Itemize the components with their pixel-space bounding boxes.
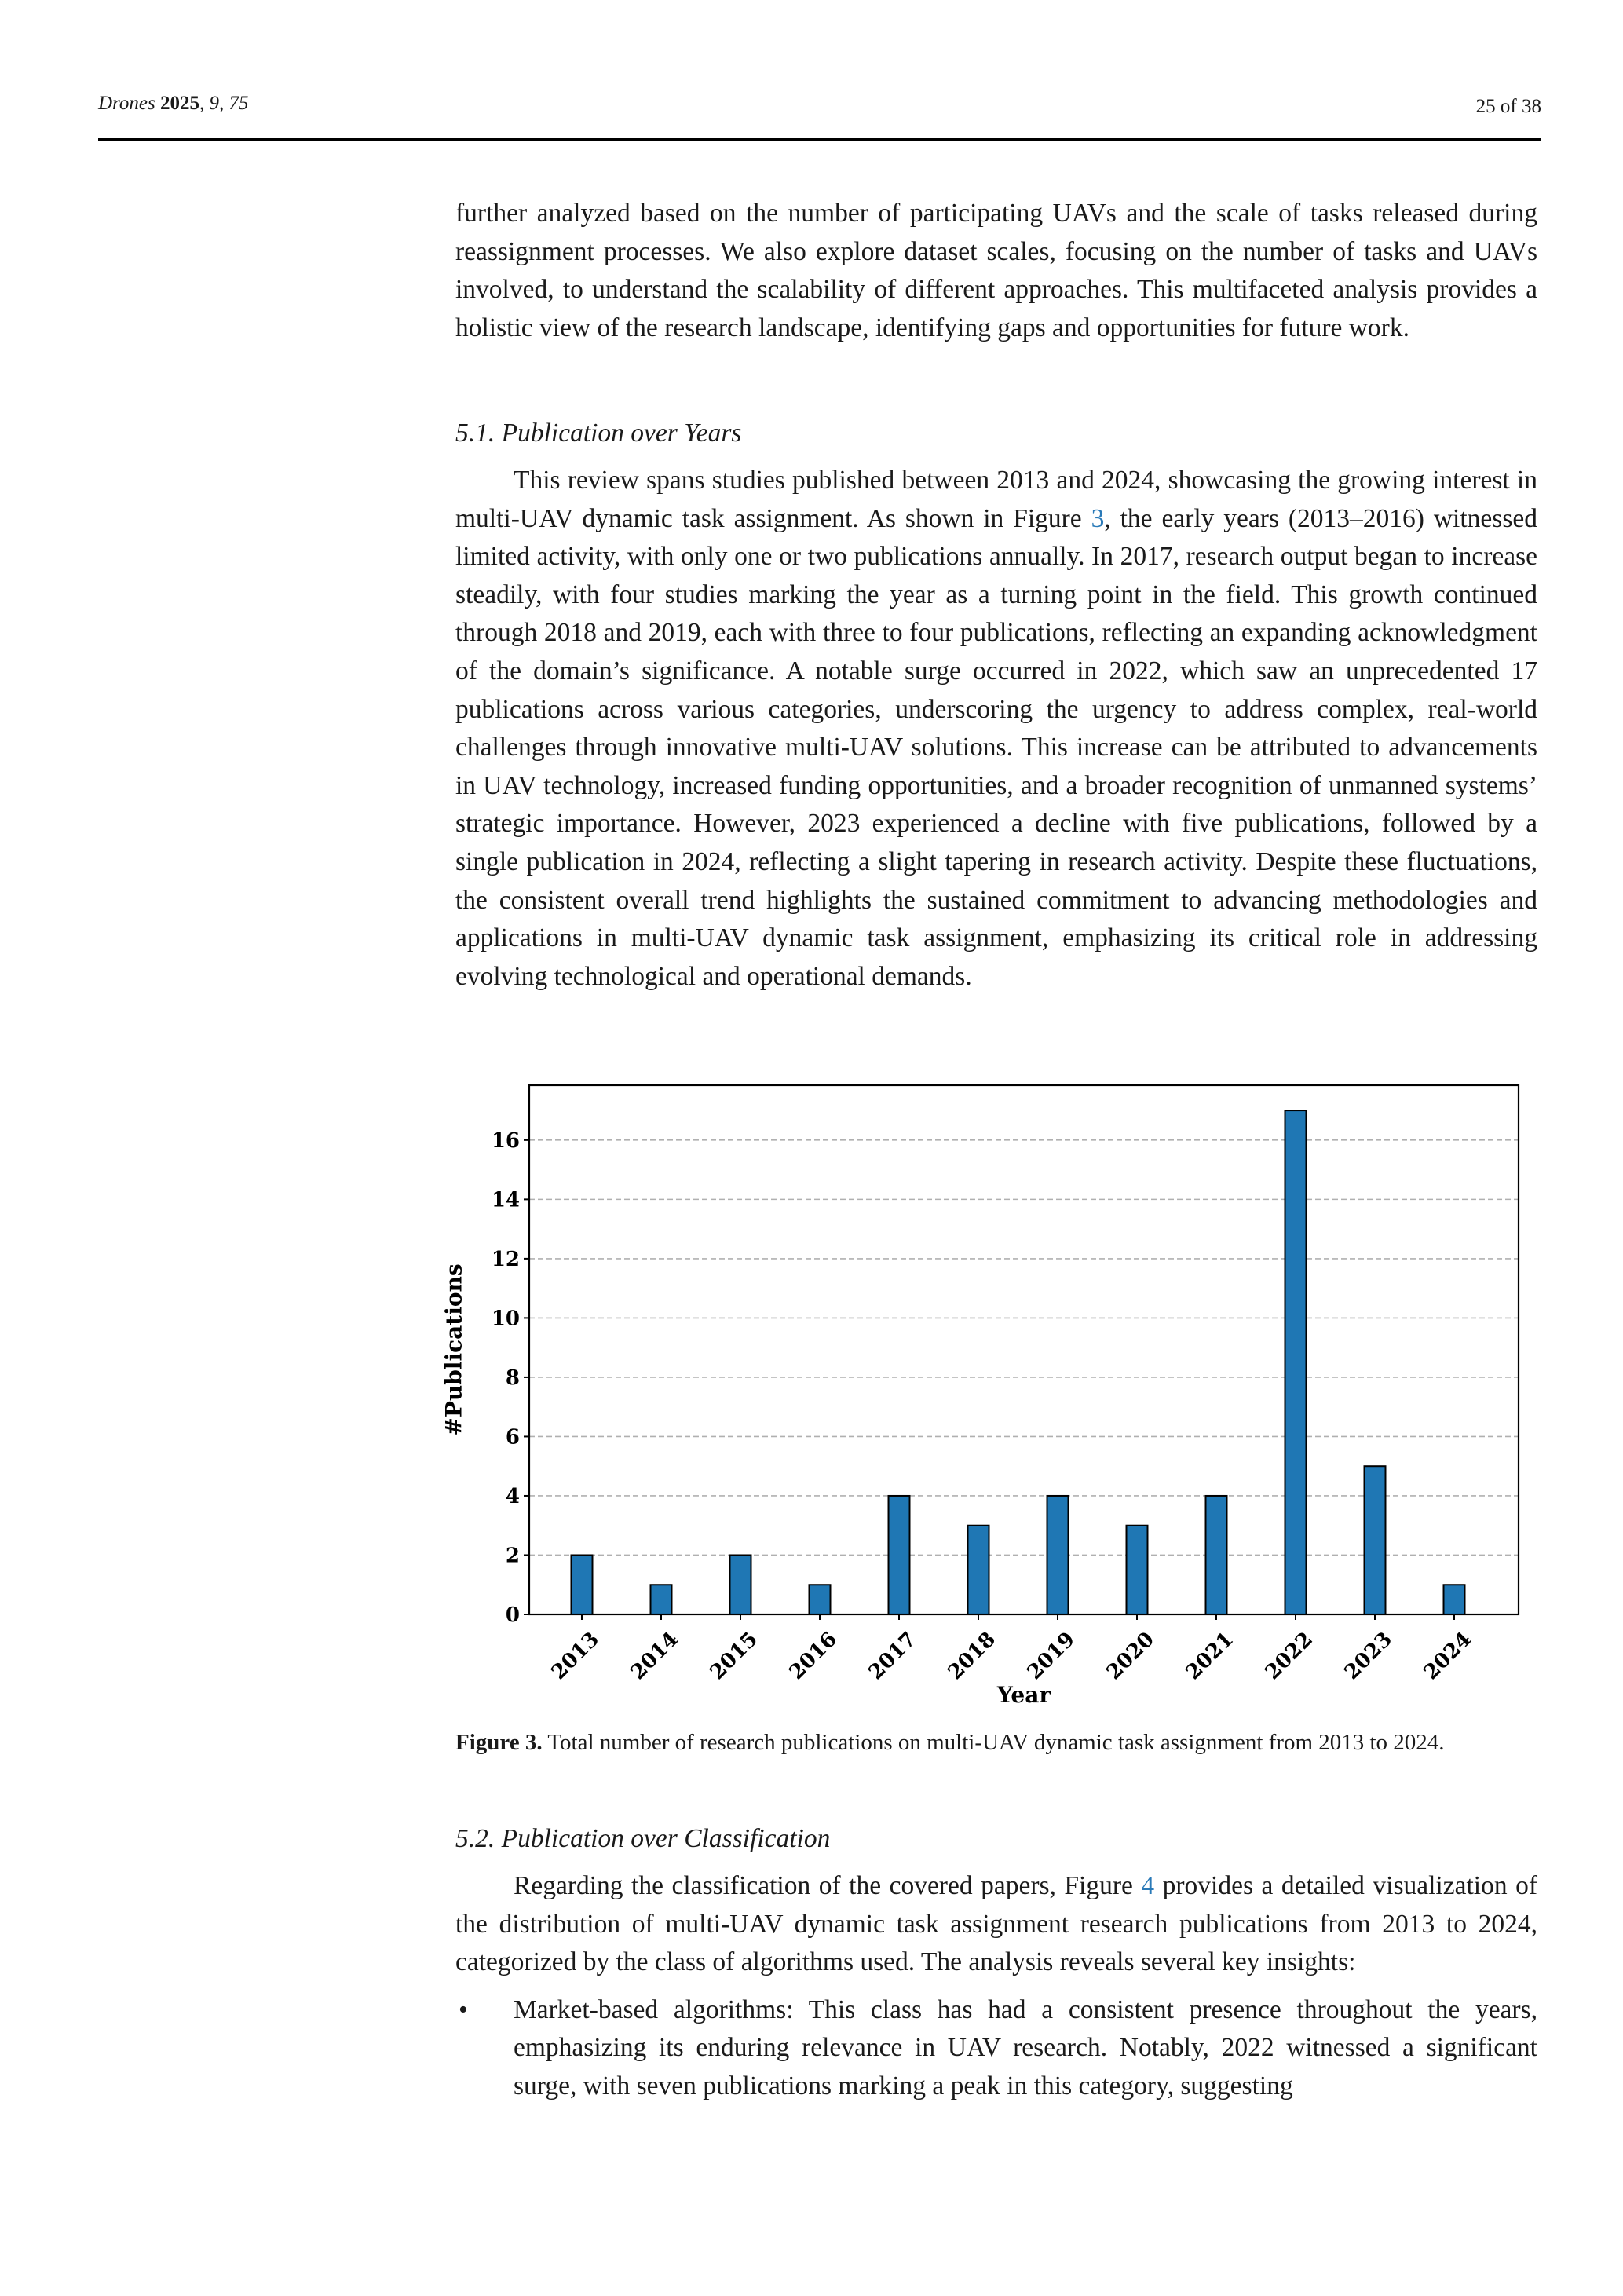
x-axis-label: Year (996, 1682, 1051, 1708)
y-tick-label: 0 (505, 1603, 520, 1627)
figure-4-link[interactable]: 4 (1141, 1871, 1155, 1900)
bullet-list-item (455, 1991, 1537, 2106)
y-axis-label: #Publications (440, 1263, 467, 1436)
journal-name: Drones (98, 93, 155, 114)
x-tick-label: 2021 (1181, 1627, 1238, 1685)
bar-2013 (572, 1555, 593, 1614)
x-tick-label: 2013 (546, 1627, 604, 1685)
intro-paragraph: further analyzed based on the number of participating UAVs and the scale of tasks released during reassignment processes. We also explore dataset scales, focusing on the number of tasks and UAVs involved, to understand the scalability of different approaches. This multifaceted analysis provides a holistic view of the research landscape, identifying gaps and opportunities for future work. (455, 199, 1537, 342)
bar-2022 (1285, 1110, 1307, 1614)
para-text-after-link: , the early years (2013–2016) witnessed limited activity, with only one or two publications annually. In 2017, research output began to increase steadily, with four studies marking the year as a turning point in the field. This growth continued through 2018 and 2019, each with three to four publications, reflecting an expanding acknowledgment of the domain’s significance. A notable surge occurred in 2022, which saw an unprecedented 17 publications across various categories, underscoring the urgency to address complex, real-world challenges through innovative multi-UAV solutions. This increase can be attributed to advancements in UAV technology, increased funding opportunities, and a broader recognition of unmanned systems’ strategic importance. However, 2023 experienced a decline with five publications, followed by a single publication in 2024, reflecting a slight tapering in research activity. Despite these fluctuations, the consistent overall trend highlights the sustained commitment to advancing methodologies and applications in multi-UAV dynamic task assignment, emphasizing its critical role in addressing evolving technological and operational demands. (455, 503, 1537, 991)
y-tick-label: 16 (491, 1128, 520, 1153)
y-tick-label: 10 (491, 1307, 520, 1331)
y-ticks (492, 1129, 529, 1627)
x-tick-label: 2019 (1022, 1627, 1080, 1685)
publications-bar-chart (440, 1068, 1555, 1712)
figure-3-caption-block (455, 1726, 1537, 1760)
section-title-5-1: 5.1. Publication over Years (455, 419, 742, 448)
x-tick-label: 2014 (626, 1627, 683, 1685)
section-5-1-paragraph (455, 462, 1537, 996)
para-text-before-link: This review spans studies published between 2013 and 2024, showcasing the growing interest in multi-UAV dynamic task assignment. As shown in Figure (455, 466, 1537, 533)
bar-2014 (651, 1585, 672, 1614)
bar-2015 (730, 1555, 751, 1614)
section-5-1 (455, 415, 1537, 996)
x-tick-label: 2016 (784, 1627, 842, 1685)
x-ticks (547, 1614, 1476, 1684)
section-5-2 (455, 1820, 1537, 2106)
y-tick-label: 6 (505, 1425, 520, 1450)
x-tick-label: 2018 (943, 1627, 1000, 1685)
x-tick-label: 2024 (1419, 1627, 1476, 1685)
page-number: 25 of 38 (1475, 96, 1541, 117)
journal-citation (98, 93, 248, 115)
bar-2018 (968, 1526, 989, 1614)
bar-2017 (889, 1496, 910, 1614)
bar-2021 (1206, 1496, 1227, 1614)
journal-year: 2025 (159, 93, 199, 114)
figure-3-label: Figure 3. (455, 1730, 543, 1755)
bar-2020 (1127, 1526, 1148, 1614)
bar-2023 (1365, 1466, 1386, 1614)
para-text-after-link: provides a detailed visualization of the distribution of multi-UAV dynamic task assignment research publications from 2013 to 2024, categorized by the class of algorithms used. The analysis reveals several key insights: (455, 1871, 1538, 1977)
figure-3-caption (455, 1726, 1537, 1760)
bar-2016 (810, 1585, 831, 1614)
x-tick-label: 2023 (1340, 1627, 1397, 1685)
bar-2019 (1047, 1496, 1069, 1614)
figure-3-caption-text: Total number of research publications on multi-UAV dynamic task assignment from 2013 to 2024. (542, 1730, 1445, 1755)
running-header (98, 93, 1541, 140)
bullet-icon: • (459, 1994, 468, 2024)
journal-volume-issue: , 9, 75 (199, 93, 249, 114)
x-tick-label: 2020 (1102, 1627, 1159, 1685)
figure-3-link[interactable]: 3 (1091, 503, 1105, 533)
y-tick-label: 2 (505, 1544, 520, 1568)
para-text-before-link: Regarding the classification of the covered papers, Figure (514, 1871, 1142, 1900)
bars (572, 1110, 1465, 1614)
bullet-text: Market-based algorithms: This class has had a consistent presence throughout the years, emphasizing its enduring relevance in UAV research. Notably, 2022 witnessed a significant surge, with seven publications marking a peak in this category, suggesting (514, 1994, 1537, 2100)
y-tick-label: 4 (505, 1484, 520, 1508)
y-tick-label: 12 (491, 1247, 520, 1271)
section-5-2-paragraph (455, 1867, 1537, 1982)
intro-block (455, 195, 1537, 347)
bar-2024 (1444, 1585, 1465, 1614)
y-tick-label: 8 (505, 1366, 520, 1390)
x-tick-label: 2022 (1260, 1627, 1318, 1685)
section-title-5-2: 5.2. Publication over Classification (455, 1824, 831, 1853)
x-tick-label: 2015 (705, 1627, 762, 1685)
y-tick-label: 14 (491, 1188, 520, 1212)
header-divider (98, 138, 1541, 141)
x-tick-label: 2017 (864, 1627, 921, 1685)
